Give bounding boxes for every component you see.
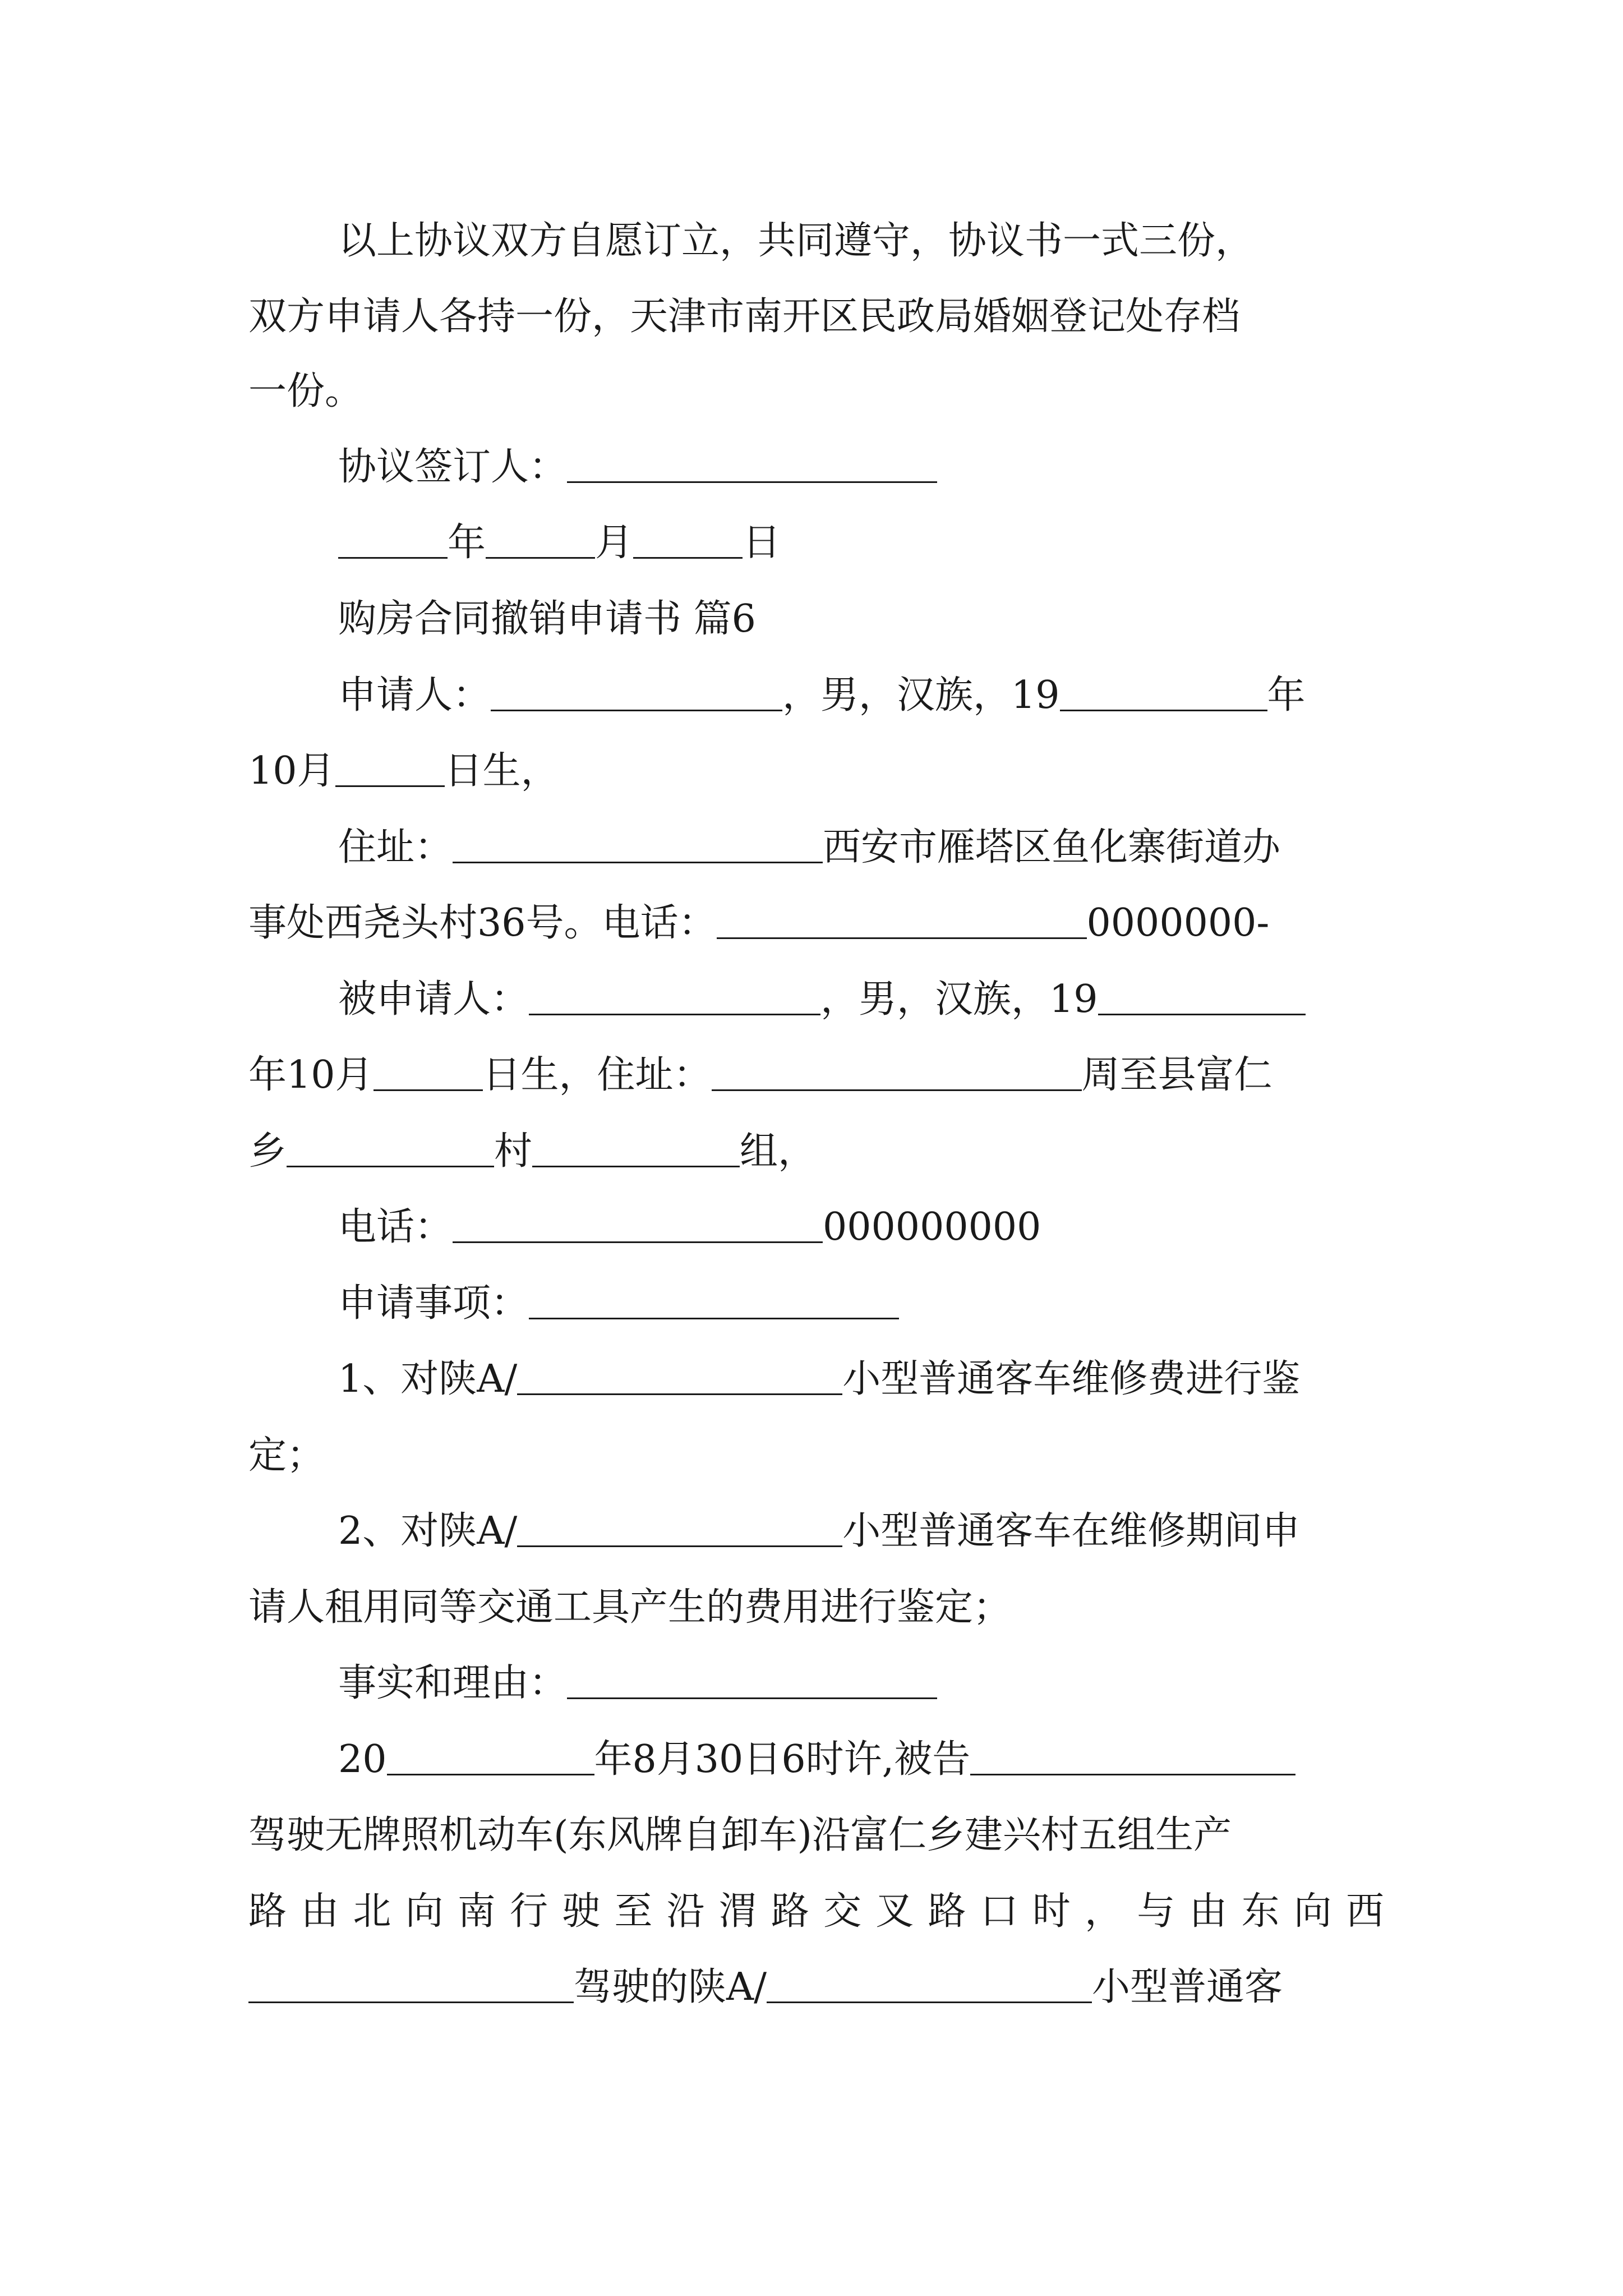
item-suffix: 小型普通客车维修费进行鉴 — [842, 1357, 1301, 1401]
year-label: 年 — [1267, 673, 1306, 717]
blank-field — [567, 481, 937, 483]
address-line — [338, 820, 1384, 876]
respondent-info: ，男，汉族，19 — [820, 977, 1098, 1022]
address-label: 住址： — [338, 825, 453, 869]
respondent-address-line — [248, 1124, 1384, 1180]
item-prefix: 1、对陕A/ — [338, 1357, 518, 1401]
blank-field — [717, 937, 1087, 939]
blank-field — [338, 556, 448, 559]
address-text: 西安市雁塔区鱼化寨街道办 — [823, 825, 1281, 869]
applicant-info: ，男，汉族，19 — [782, 673, 1060, 717]
facts-mid: 驾驶的陕A/ — [574, 1965, 767, 2009]
blank-field — [453, 1241, 823, 1243]
blank-field — [248, 2001, 574, 2003]
blank-field — [567, 1697, 937, 1699]
applicant-line — [338, 668, 1384, 724]
facts-paragraph-line — [338, 1732, 1384, 1788]
paragraph-line — [248, 364, 1384, 420]
blank-field — [529, 1317, 899, 1319]
signer-line — [338, 439, 1384, 495]
date-line — [338, 515, 1384, 571]
signer-label: 协议签订人： — [338, 445, 568, 489]
blank-field — [387, 1773, 594, 1775]
applicant-label: 申请人： — [338, 673, 491, 717]
blank-field — [517, 1393, 842, 1395]
township-label: 乡 — [248, 1129, 287, 1174]
month-label: 月 — [595, 521, 634, 565]
blank-field — [712, 1089, 1082, 1091]
blank-field — [517, 1545, 842, 1547]
blank-field — [491, 709, 782, 711]
text: 一份。 — [248, 369, 363, 413]
respondent-address: 周至县富仁 — [1081, 1053, 1272, 1097]
paragraph-line — [248, 289, 1384, 345]
address-line-2 — [248, 895, 1384, 951]
facts-paragraph-line — [248, 1884, 1384, 1940]
birth-suffix: 日生， — [444, 749, 559, 793]
facts-paragraph-line — [248, 1807, 1384, 1864]
respondent-label: 被申请人： — [338, 977, 529, 1022]
group-label: 组， — [740, 1129, 817, 1174]
item-text: 定； — [248, 1433, 325, 1478]
phone-number: 000000000 — [823, 1205, 1041, 1249]
text: 以上协议双方自愿订立，共同遵守，协议书一式三份， — [338, 219, 1254, 263]
blank-field — [453, 861, 823, 863]
blank-field — [374, 1089, 483, 1091]
applicant-birth-line — [248, 743, 1384, 799]
facts-line — [338, 1655, 1384, 1711]
matters-line — [338, 1276, 1384, 1332]
village-label: 村 — [494, 1129, 533, 1174]
item-suffix: 小型普通客车在维修期间申 — [842, 1509, 1301, 1553]
item-2-line — [338, 1503, 1384, 1559]
birth-mid: 日生，住址： — [482, 1053, 712, 1097]
paragraph-line — [338, 213, 1384, 269]
item-1-line — [338, 1351, 1384, 1407]
item-text: 请人租用同等交通工具产生的费用进行鉴定； — [248, 1585, 1012, 1630]
respondent-line — [338, 972, 1384, 1028]
blank-field — [486, 556, 595, 559]
item-prefix: 2、对陕A/ — [338, 1509, 518, 1553]
phone-label: 电话： — [338, 1205, 453, 1249]
blank-field — [532, 1165, 740, 1167]
year-label: 年 — [448, 521, 486, 565]
address-text: 事处西尧头村36号。电话： — [248, 901, 717, 945]
blank-field — [1098, 1013, 1306, 1015]
blank-field — [767, 2001, 1092, 2003]
facts-label: 事实和理由： — [338, 1661, 568, 1705]
item-2-line-2 — [248, 1580, 1384, 1636]
birth-prefix: 年10月 — [248, 1053, 374, 1097]
blank-field — [633, 556, 743, 559]
blank-field — [287, 1165, 494, 1167]
respondent-birth-line — [248, 1047, 1384, 1103]
facts-suffix: 小型普通客 — [1092, 1965, 1283, 2009]
day-label: 日 — [743, 521, 781, 565]
blank-field — [335, 785, 445, 787]
birth-prefix: 10月 — [248, 749, 335, 793]
text: 双方申请人各持一份，天津市南开区民政局婚姻登记处存档 — [248, 295, 1241, 339]
blank-field — [970, 1773, 1295, 1775]
facts-mid: 年8月30日6时许,被告 — [594, 1737, 971, 1782]
facts-prefix: 20 — [338, 1737, 387, 1782]
matters-label: 申请事项： — [338, 1281, 529, 1326]
blank-field — [1060, 709, 1267, 711]
phone-number: 0000000- — [1086, 901, 1270, 945]
section-title — [338, 591, 1384, 647]
facts-text: 驾驶无牌照机动车(东风牌自卸车)沿富仁乡建兴村五组生产 — [248, 1813, 1232, 1857]
blank-field — [529, 1013, 820, 1015]
item-1-line-2 — [248, 1428, 1384, 1484]
phone-line — [338, 1199, 1384, 1255]
title-text: 购房合同撤销申请书 篇6 — [338, 597, 756, 641]
facts-text: 路由北向南行驶至沿渭路交叉路口时，与由东向西 — [248, 1889, 1384, 1934]
facts-paragraph-line — [248, 1959, 1384, 2016]
